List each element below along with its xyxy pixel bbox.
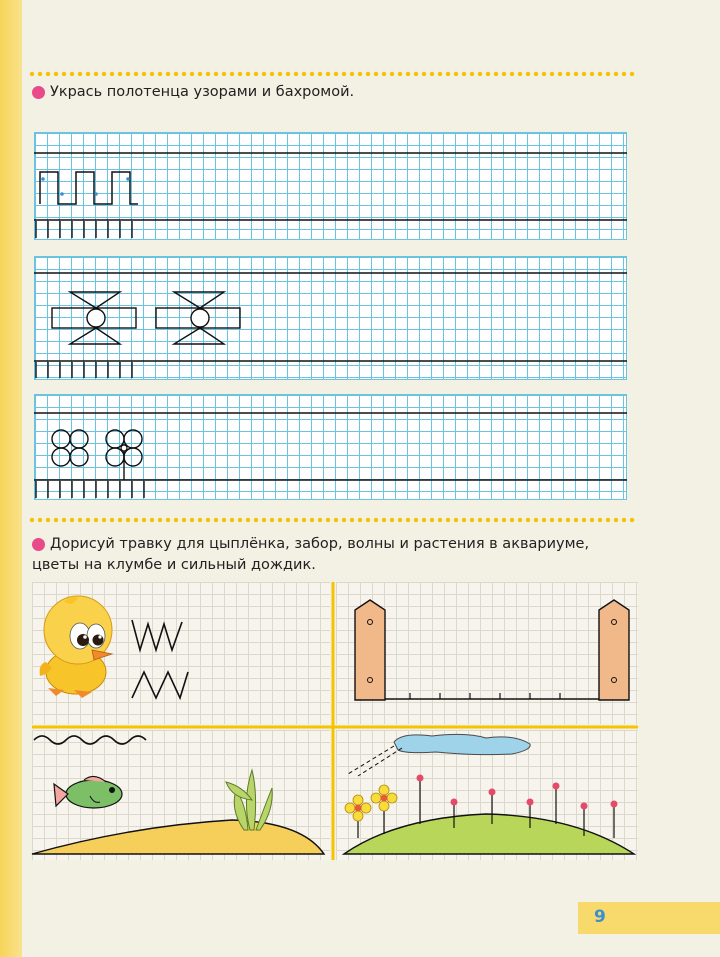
grass-mound	[344, 814, 634, 854]
wave-line	[34, 736, 146, 744]
flowerbed-drawing	[336, 730, 638, 860]
draw-instruction-line-2: цветы на клумбе и сильный дождик.	[32, 557, 316, 573]
page-number: 9	[594, 907, 606, 927]
page-number-tab	[578, 902, 720, 934]
fence-drawing	[336, 582, 638, 724]
towels-instruction: Укрась полотенца узорами и бахромой.	[50, 84, 355, 100]
fish-icon	[54, 776, 122, 808]
zigzag-samples	[130, 620, 190, 700]
fence-board-icon	[355, 600, 385, 700]
chick-icon	[34, 592, 124, 702]
draw-instruction-line-1: Дорисуй травку для цыплёнка, забор, волны и растения в аквариуме,	[50, 536, 590, 552]
cloud-icon	[394, 734, 530, 754]
sand-mound	[32, 820, 324, 854]
flower-icon	[371, 785, 397, 834]
flower-icon	[345, 795, 371, 838]
aquarium-drawing	[32, 730, 330, 860]
